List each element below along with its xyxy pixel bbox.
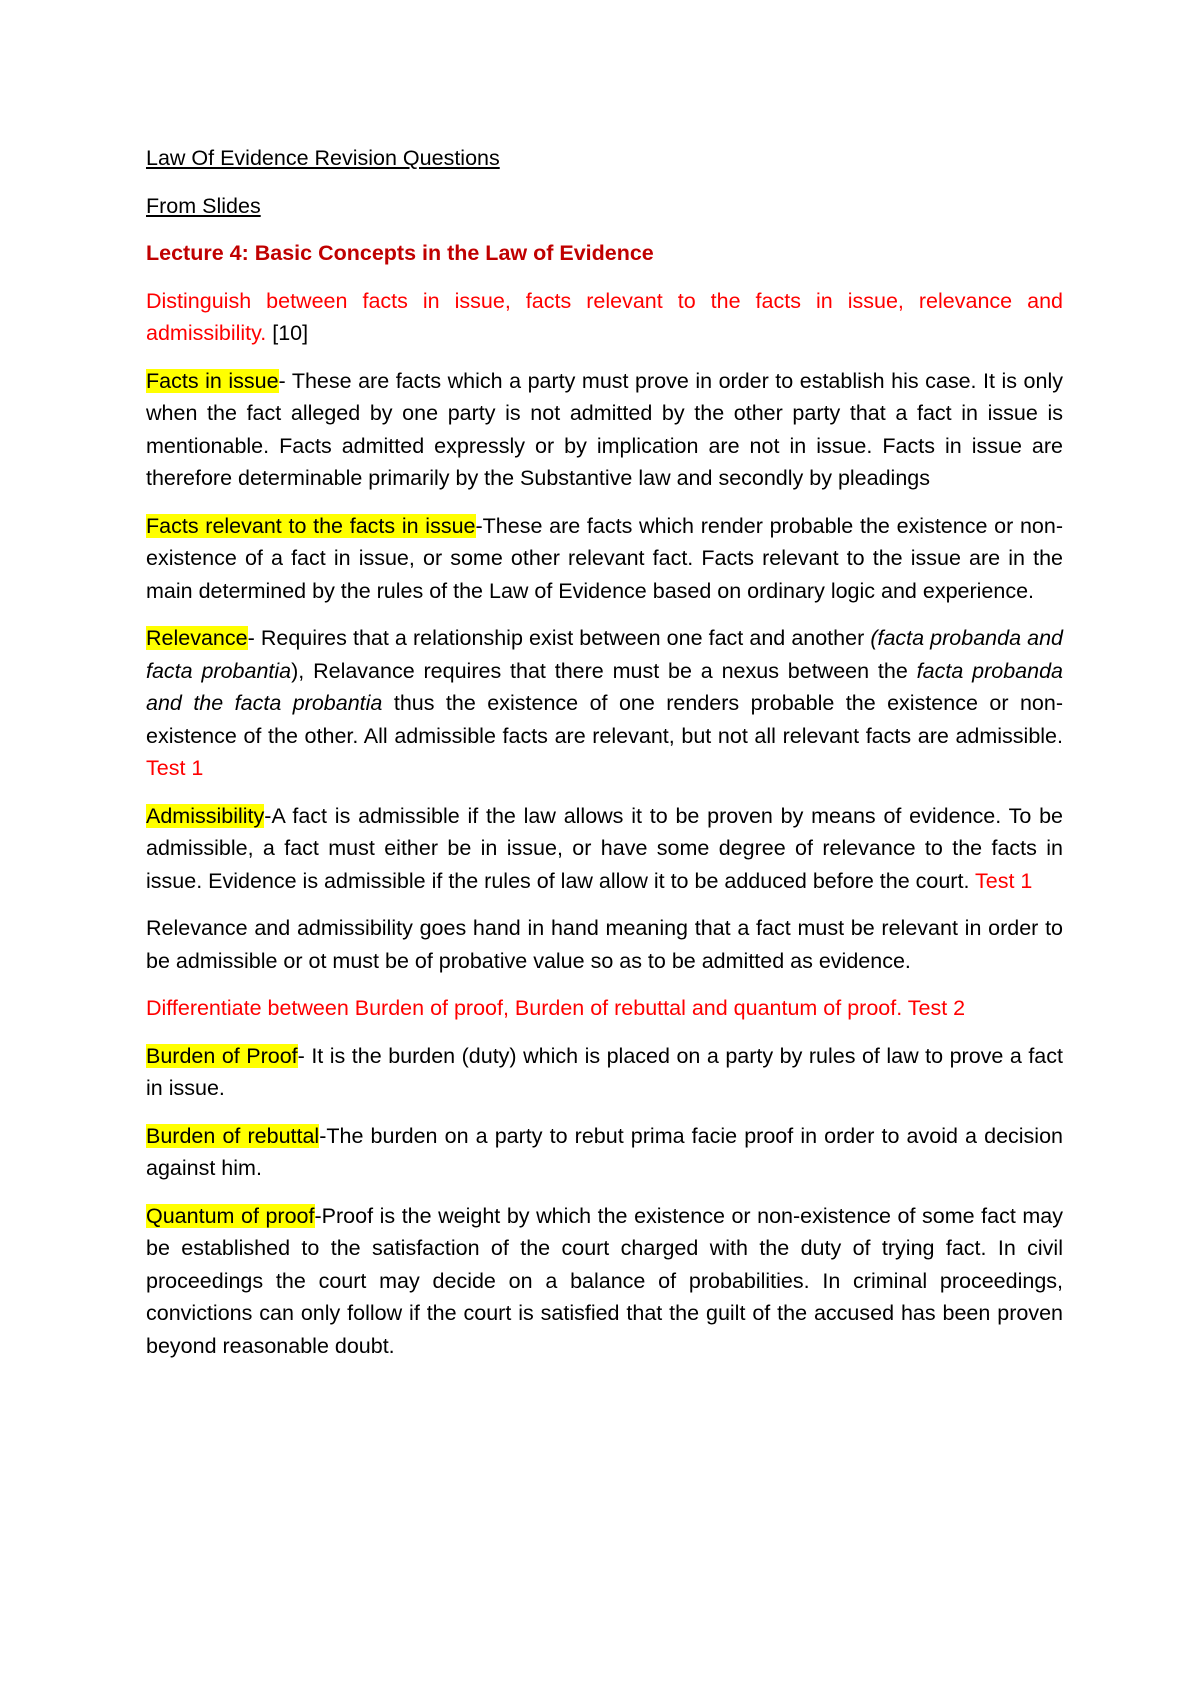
admissibility-term: Admissibility xyxy=(146,803,265,828)
question-2: Differentiate between Burden of proof, Burden of rebuttal and quantum of proof. Test 2 xyxy=(146,996,966,1020)
admissibility-body: -A fact is admissible if the law allows it to be proven by means of evidence. To be admissible, a fact must either be in issue, or have some degree of relevance to the facts in issue. Evidence is admissible if the rules of law allow it to be adduced before the court. xyxy=(146,803,1063,893)
facts-in-issue-body: - These are facts which a party must prove in order to establish his case. It is only when the fact alleged by one party is not admitted by the other party that a fact in issue is mentionable. Facts admitted expressly or by implication are not in issue. Facts in issue are therefore determinable primarily by the Substantive law and secondly by pleadings xyxy=(146,368,1063,490)
title-text: Law Of Evidence Revision Questions xyxy=(146,146,500,170)
question-1-marks: [10] xyxy=(266,321,309,345)
relevance-italic-1: (facta probanda and facta probantia xyxy=(146,626,1064,683)
burden-of-rebuttal-body: -The burden on a party to rebut prima facie proof in order to avoid a decision against him. xyxy=(146,1123,1064,1180)
admissibility-paragraph xyxy=(146,800,1063,898)
relevance-test-label: Test 1 xyxy=(146,756,204,780)
question-1 xyxy=(146,285,1063,350)
document-page xyxy=(146,142,1063,1377)
facts-relevant-body: -These are facts which render probable the existence or non-existence of a fact in issue, or some other relevant fact. Facts relevant to the issue are in the main determined by the rules of the Law of Evidence based on ordinary logic and experience. xyxy=(146,513,1063,603)
facts-in-issue-term: Facts in issue xyxy=(146,368,279,393)
facts-in-issue-paragraph xyxy=(146,365,1063,495)
quantum-of-proof-term: Quantum of proof xyxy=(146,1203,315,1228)
relevance-paragraph xyxy=(146,622,1063,785)
burden-of-rebuttal-paragraph xyxy=(146,1120,1063,1185)
burden-of-proof-term: Burden of Proof xyxy=(146,1043,298,1068)
quantum-of-proof-body: -Proof is the weight by which the existence or non-existence of some fact may be established to the satisfaction of the court charged with the duty of trying fact. In civil proceedings the court may decide on a balance of probabilities. In criminal proceedings, convictions can only follow if the court is satisfied that the guilt of the accused has been proven beyond reasonable doubt. xyxy=(146,1203,1063,1358)
lecture-heading: Lecture 4: Basic Concepts in the Law of Evidence xyxy=(146,241,654,265)
burden-of-proof-body: - It is the burden (duty) which is placed on a party by rules of law to prove a fact in issue. xyxy=(146,1043,1063,1100)
facts-relevant-paragraph xyxy=(146,510,1063,608)
document-subtitle xyxy=(146,190,1063,223)
quantum-of-proof-paragraph xyxy=(146,1200,1063,1363)
document-title xyxy=(146,142,1063,175)
relevance-body-1: - Requires that a relationship exist between one fact and another xyxy=(247,626,871,650)
burden-of-rebuttal-term: Burden of rebuttal xyxy=(146,1123,320,1148)
facts-relevant-term: Facts relevant to the facts in issue xyxy=(146,513,476,538)
burden-of-proof-paragraph xyxy=(146,1040,1063,1105)
relevance-term: Relevance xyxy=(146,626,248,650)
relevance-body-3: thus the existence of one renders probable the existence or non-existence of the other. All admissible facts are relevant, but not all relevant facts are admissible. xyxy=(146,691,1063,748)
relevance-italic-2: facta probanda and the facta probantia xyxy=(146,658,1063,715)
admissibility-test-label: Test 1 xyxy=(975,868,1033,893)
relevance-body-2: ), Relavance requires that there must be a nexus between the xyxy=(291,658,917,683)
subtitle-text: From Slides xyxy=(146,193,261,218)
relevance-admissibility-note: Relevance and admissibility goes hand in hand meaning that a fact must be relevant in order to be admissible or ot must be of probative value so as to be admitted as evidence. xyxy=(146,916,1063,973)
question-1-text: Distinguish between facts in issue, facts relevant to the facts in issue, relevance and admissibility. xyxy=(146,288,1063,345)
